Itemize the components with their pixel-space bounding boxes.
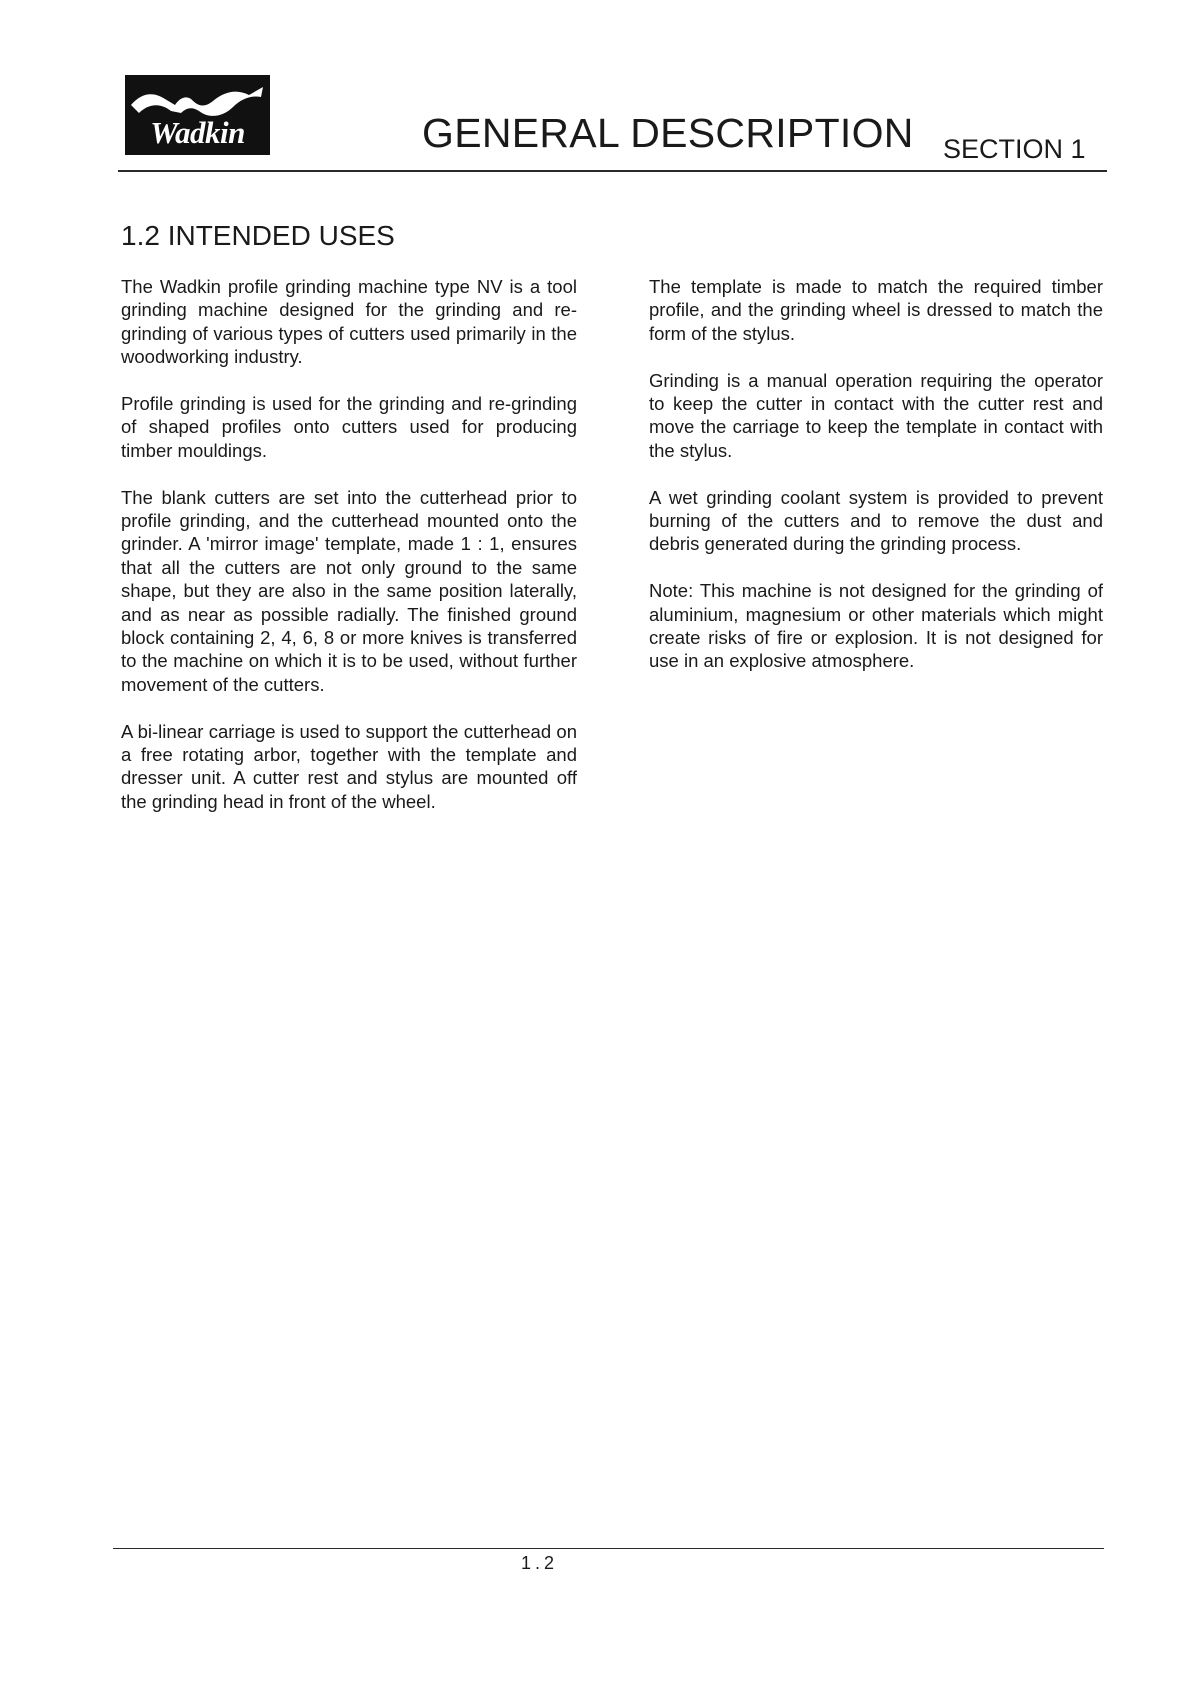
- paragraph: The template is made to match the required timber profile, and the grinding wheel is dressed to match the form of the stylus.: [649, 276, 1103, 344]
- header-divider: [118, 170, 1107, 172]
- paragraph: Note: This machine is not designed for the grinding of aluminium, magnesium or other materials which might create risks of fire or explosion. It is not designed for use in an explosive atmosphere.: [649, 580, 1103, 672]
- paragraph: The blank cutters are set into the cutterhead prior to profile grinding, and the cutterhead mounted onto the grinder. A 'mirror image' template, made 1 : 1, ensures that all the cutters are not only ground to the same shape, but they are also in the same position laterally, and as near as possible radially. The finished ground block containing 2, 4, 6, 8 or more knives is transferred to the machine on which it is to be used, without further movement of the cutters.: [121, 486, 577, 695]
- paragraph: A bi-linear carriage is used to support the cutterhead on a free rotating arbor, together with the template and dresser unit. A cutter rest and stylus are mounted off the grinding head in front of the wheel.: [121, 720, 577, 812]
- left-column: [121, 275, 577, 837]
- paragraph: Profile grinding is used for the grinding and re-grinding of shaped profiles onto cutters used for producing timber mouldings.: [121, 393, 577, 461]
- logo-wordmark: Wadkin: [150, 115, 245, 150]
- wadkin-logo: [125, 75, 270, 155]
- footer-divider: [113, 1548, 1104, 1549]
- section-heading: 1.2 INTENDED USES: [121, 220, 395, 251]
- paragraph: A wet grinding coolant system is provided to prevent burning of the cutters and to remove the dust and debris generated during the grinding process.: [649, 486, 1103, 555]
- page-title: GENERAL DESCRIPTION: [422, 110, 914, 156]
- paragraph: Grinding is a manual operation requiring the operator to keep the cutter in contact with the cutter rest and move the carriage to keep the template in contact with the stylus.: [649, 369, 1103, 461]
- section-label: SECTION 1: [943, 134, 1086, 164]
- right-column: [649, 275, 1103, 696]
- page-number: 1.2: [521, 1553, 559, 1573]
- paragraph: The Wadkin profile grinding machine type NV is a tool grinding machine designed for the grinding and re-grinding of various types of cutters used primarily in the woodworking industry.: [121, 276, 577, 368]
